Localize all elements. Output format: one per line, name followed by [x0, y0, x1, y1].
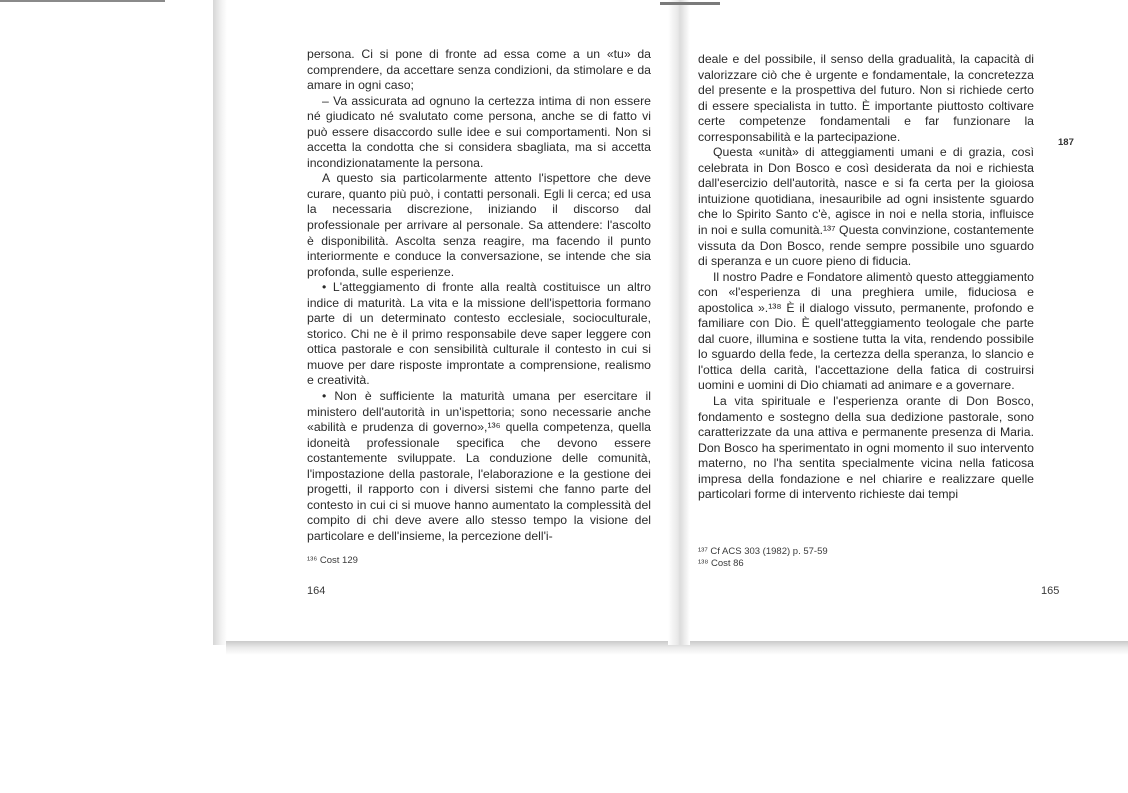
- paragraph: deale e del possibile, il senso della gradualità, la capacità di valorizzare ciò che è urgente e fondamentale, la concretezza del presente e la prospettiva del futuro. Non si richiede certo di essere specialista in tutto. È importante piuttosto coltivare certe competenze fondamentali e far funzionare la corresponsabilità e la partecipazione.: [698, 52, 1034, 144]
- footnote: ¹³⁸ Cost 86: [698, 558, 744, 569]
- page-number-left: 164: [307, 585, 326, 597]
- paragraph: • Non è sufficiente la maturità umana per esercitare il ministero dell'autorità in un'ispettoria; sono necessarie anche «abilità e prudenza di governo»,¹³⁶ quella competenza, quella idoneità professionale specifica che devono essere costantemente sviluppate. La conduzione delle comunità, l'impostazione della pastorale, l'elaborazione e la gestione dei progetti, il rapporto con i diversi sistemi che fanno parte del contesto in cui ci si muove hanno aumentato la complessità del compito di chi deve avere allo stesso tempo la visione del particolare e dell'insieme, la percezione dell'i-: [307, 389, 651, 543]
- left-page-text: [307, 47, 651, 545]
- scan-edge: [0, 0, 165, 2]
- margin-paragraph-number: 187: [1058, 137, 1074, 148]
- footnote: ¹³⁶ Cost 129: [307, 555, 358, 566]
- page-edge-shadow: [213, 0, 227, 645]
- gutter-mark: [660, 2, 720, 5]
- page-number-right: 165: [1041, 585, 1060, 597]
- footnote: ¹³⁷ Cf ACS 303 (1982) p. 57-59: [698, 546, 828, 557]
- paragraph: persona. Ci si pone di fronte ad essa come a un «tu» da comprendere, da accettare senza condizioni, da stimolare e da amare in ogni caso;: [307, 47, 651, 93]
- paragraph: – Va assicurata ad ognuno la certezza intima di non essere né giudicato né svalutato come persona, anche se di fatto vi può essere disaccordo sulle idee e sui comportamenti. Non si accetta la condotta che si considera sbagliata, ma si accetta incondizionatamente la persona.: [307, 93, 651, 170]
- book-gutter: [668, 0, 690, 645]
- paragraph: • L'atteggiamento di fronte alla realtà costituisce un altro indice di maturità. La vita e la missione dell'ispettoria formano parte di un determinato contesto ecclesiale, socioculturale, storico. Chi ne è il primo responsabile deve saper leggere con ottica pastorale e con sensibilità culturale il contesto in cui si muove per dare risposte improntate a comprensione, realismo e creatività.: [307, 280, 651, 388]
- paragraph: Il nostro Padre e Fondatore alimentò questo atteggiamento con «l'esperienza di una preghiera umile, fiduciosa e apostolica ».¹³⁸ È il dialogo vissuto, permanente, profondo e familiare con Dio. È quell'atteggiamento teologale che parte dal cuore, illumina e sostiene tutta la vita, rendendo possibile lo sguardo della fede, la certezza della speranza, lo slancio e l'ottica della carità, l'accettazione della fatica di costruirsi uomini e uomini di Dio chiamati ad animare e a governare.: [698, 269, 1034, 393]
- paragraph: Questa «unità» di atteggiamenti umani e di grazia, così celebrata in Don Bosco e così desiderata da noi e richiesta dall'esercizio dell'autorità, nasce e si fa certa per la gioiosa intuizione quotidiana, inesauribile ad ogni insistente sguardo che lo Spirito Santo c'è, agisce in noi e nella storia, influisce in noi e sulla comunità.¹³⁷ Questa convinzione, costantemente vissuta da Don Bosco, rende sempre possibile uno sguardo di speranza e un cuore pieno di fiducia.: [698, 145, 1034, 269]
- left-footnotes: [307, 555, 358, 567]
- right-footnotes: [698, 546, 828, 570]
- right-page-text: [698, 52, 1034, 503]
- paragraph: La vita spirituale e l'esperienza orante di Don Bosco, fondamento e sostegno della sua dedizione pastorale, sono caratterizzate da una attiva e permanente presenza di Maria. Don Bosco ha sperimentato in ogni momento il suo intervento materno, no l'ha sentita specialmente vicina nella faticosa impresa della fondazione e nel chiarire e realizzare quelle particolari forme di intervento richieste dai tempi: [698, 394, 1034, 502]
- paragraph: A questo sia particolarmente attento l'ispettore che deve curare, quanto più può, i contatti personali. Egli li cerca; ed usa la necessaria discrezione, iniziando il discorso dal professionale per arrivare al personale. Sa attendere: l'ascolto è disponibilità. Ascolta senza reagire, ma facendo il punto interiormente e conduce la conversazione, se intende che sia profonda, sulle esperienze.: [307, 171, 651, 279]
